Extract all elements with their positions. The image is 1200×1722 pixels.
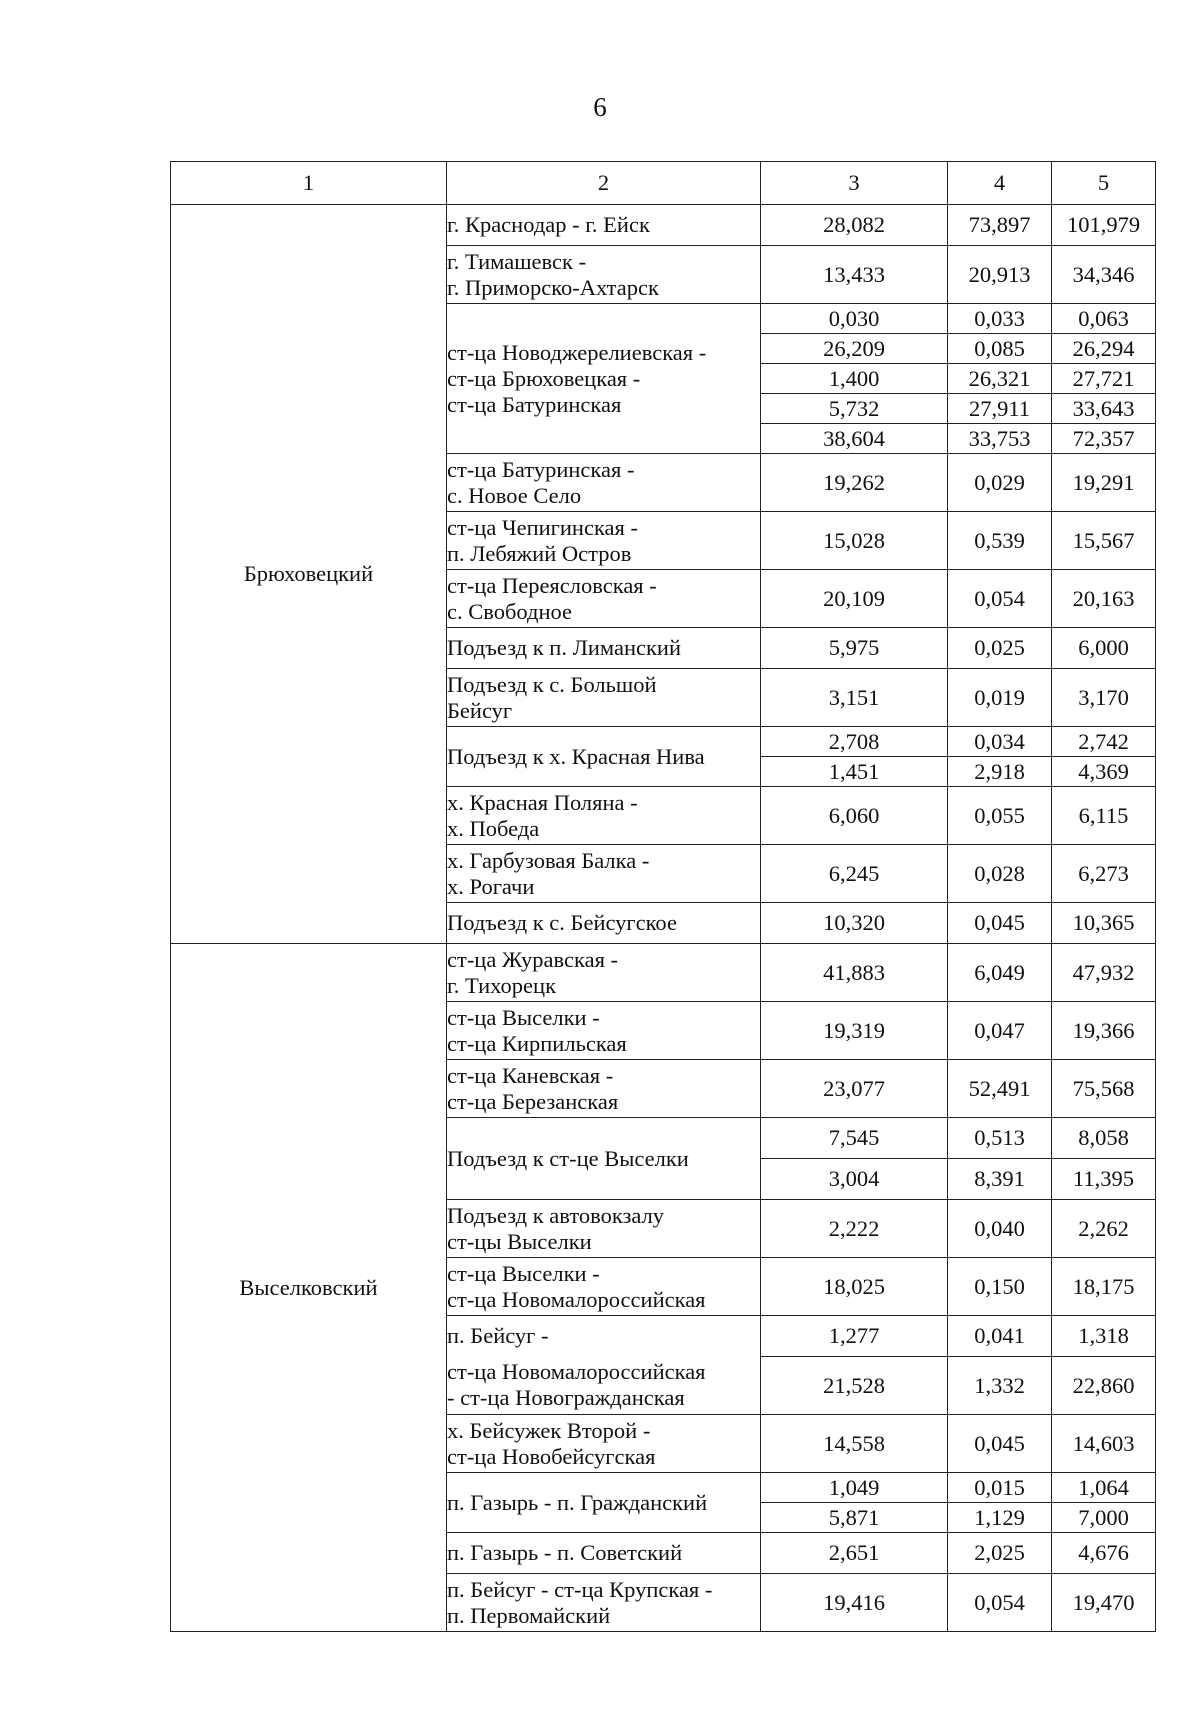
value-col-5: 8,058 bbox=[1052, 1118, 1156, 1159]
value-col-3: 28,082 bbox=[761, 205, 948, 246]
road-name-line: ст-ца Переясловская - bbox=[447, 572, 657, 598]
value-col-3: 15,028 bbox=[761, 512, 948, 570]
value-col-5: 75,568 bbox=[1052, 1060, 1156, 1118]
value-col-5: 19,366 bbox=[1052, 1002, 1156, 1060]
value-col-5: 0,063 bbox=[1052, 304, 1156, 334]
column-header-2: 2 bbox=[447, 162, 761, 205]
value-col-3: 6,060 bbox=[761, 787, 948, 845]
value-col-5: 1,318 bbox=[1052, 1316, 1156, 1357]
column-header-3: 3 bbox=[761, 162, 948, 205]
value-col-3: 19,416 bbox=[761, 1574, 948, 1632]
road-name-line: ст-ца Новомалороссийская bbox=[447, 1359, 706, 1385]
road-name-line: п. Газырь - п. Советский bbox=[447, 1540, 683, 1565]
value-col-3: 2,651 bbox=[761, 1533, 948, 1574]
road-name-line: с. Новое Село bbox=[447, 482, 582, 508]
table-header bbox=[171, 162, 1156, 205]
road-name bbox=[447, 1574, 761, 1632]
value-col-5: 19,470 bbox=[1052, 1574, 1156, 1632]
value-col-4: 0,028 bbox=[948, 845, 1052, 903]
value-col-5: 7,000 bbox=[1052, 1503, 1156, 1533]
road-name-line: ст-цы Выселки bbox=[447, 1228, 592, 1254]
value-col-4: 0,085 bbox=[948, 334, 1052, 364]
road-name bbox=[447, 1200, 761, 1258]
road-name-line: п. Лебяжий Остров bbox=[447, 540, 632, 566]
road-name-line: х. Победа bbox=[447, 815, 540, 841]
road-name bbox=[447, 628, 761, 669]
value-col-5: 11,395 bbox=[1052, 1159, 1156, 1200]
value-col-4: 0,513 bbox=[948, 1118, 1052, 1159]
road-name bbox=[447, 512, 761, 570]
road-name-line: ст-ца Выселки - bbox=[447, 1260, 600, 1286]
road-name bbox=[447, 903, 761, 944]
value-col-4: 0,015 bbox=[948, 1473, 1052, 1503]
value-col-3: 3,004 bbox=[761, 1159, 948, 1200]
value-col-4: 1,332 bbox=[948, 1357, 1052, 1415]
value-col-4: 0,025 bbox=[948, 628, 1052, 669]
value-col-5: 27,721 bbox=[1052, 364, 1156, 394]
value-col-3: 19,262 bbox=[761, 454, 948, 512]
road-name-line: п. Газырь - п. Гражданский bbox=[447, 1489, 708, 1515]
road-name bbox=[447, 845, 761, 903]
road-name-line: ст-ца Новомалороссийская bbox=[447, 1286, 706, 1312]
value-col-5: 14,603 bbox=[1052, 1415, 1156, 1473]
value-col-4: 0,054 bbox=[948, 570, 1052, 628]
road-name-line: ст-ца Чепигинская - bbox=[447, 514, 638, 540]
value-col-5: 26,294 bbox=[1052, 334, 1156, 364]
road-name-line: г. Краснодар - г. Ейск bbox=[447, 212, 650, 237]
road-name bbox=[447, 246, 761, 304]
value-col-3: 26,209 bbox=[761, 334, 948, 364]
value-col-5: 20,163 bbox=[1052, 570, 1156, 628]
road-name-line: х. Рогачи bbox=[447, 873, 535, 899]
value-col-5: 6,000 bbox=[1052, 628, 1156, 669]
value-col-5: 2,742 bbox=[1052, 727, 1156, 757]
road-name-line: х. Бейсужек Второй - bbox=[447, 1417, 651, 1443]
value-col-4: 0,539 bbox=[948, 512, 1052, 570]
value-col-4: 0,019 bbox=[948, 669, 1052, 727]
value-col-5: 22,860 bbox=[1052, 1357, 1156, 1415]
road-name bbox=[447, 1415, 761, 1473]
road-name bbox=[447, 1002, 761, 1060]
road-name-line: ст-ца Батуринская bbox=[447, 391, 622, 417]
road-name-line: ст-ца Новоджерелиевская - bbox=[447, 339, 707, 365]
road-name-line: ст-ца Выселки - bbox=[447, 1004, 600, 1030]
road-name bbox=[447, 1316, 761, 1357]
road-name-line: Подъезд к с. Большой bbox=[447, 671, 657, 697]
road-name-line: ст-ца Березанская bbox=[447, 1088, 619, 1114]
road-name-line: ст-ца Батуринская - bbox=[447, 456, 635, 482]
road-name-line: Подъезд к автовокзалу bbox=[447, 1202, 665, 1228]
value-col-4: 6,049 bbox=[948, 944, 1052, 1002]
value-col-3: 2,222 bbox=[761, 1200, 948, 1258]
road-name-line: х. Гарбузовая Балка - bbox=[447, 847, 650, 873]
column-header-1: 1 bbox=[171, 162, 447, 205]
value-col-3: 0,030 bbox=[761, 304, 948, 334]
value-col-3: 1,451 bbox=[761, 757, 948, 787]
value-col-4: 2,025 bbox=[948, 1533, 1052, 1574]
value-col-4: 0,150 bbox=[948, 1258, 1052, 1316]
value-col-3: 38,604 bbox=[761, 424, 948, 454]
value-col-3: 23,077 bbox=[761, 1060, 948, 1118]
value-col-3: 1,277 bbox=[761, 1316, 948, 1357]
column-header-4: 4 bbox=[948, 162, 1052, 205]
value-col-4: 33,753 bbox=[948, 424, 1052, 454]
value-col-3: 1,400 bbox=[761, 364, 948, 394]
value-col-4: 1,129 bbox=[948, 1503, 1052, 1533]
road-name bbox=[447, 1533, 761, 1574]
value-col-4: 0,034 bbox=[948, 727, 1052, 757]
value-col-5: 47,932 bbox=[1052, 944, 1156, 1002]
road-name-line: Подъезд к х. Красная Нива bbox=[447, 743, 705, 769]
road-name bbox=[447, 304, 761, 454]
table-row bbox=[171, 205, 1156, 246]
value-col-4: 0,033 bbox=[948, 304, 1052, 334]
road-name-line: ст-ца Новобейсугская bbox=[447, 1443, 656, 1469]
value-col-3: 21,528 bbox=[761, 1357, 948, 1415]
value-col-4: 26,321 bbox=[948, 364, 1052, 394]
value-col-3: 7,545 bbox=[761, 1118, 948, 1159]
value-col-4: 0,029 bbox=[948, 454, 1052, 512]
road-name-line: - ст-ца Новогражданская bbox=[447, 1385, 685, 1411]
value-col-5: 15,567 bbox=[1052, 512, 1156, 570]
value-col-3: 5,975 bbox=[761, 628, 948, 669]
road-name bbox=[447, 1473, 761, 1533]
road-name bbox=[447, 669, 761, 727]
value-col-3: 5,871 bbox=[761, 1503, 948, 1533]
value-col-5: 6,273 bbox=[1052, 845, 1156, 903]
value-col-4: 20,913 bbox=[948, 246, 1052, 304]
value-col-5: 3,170 bbox=[1052, 669, 1156, 727]
road-name-line: ст-ца Журавская - bbox=[447, 946, 619, 972]
value-col-5: 4,676 bbox=[1052, 1533, 1156, 1574]
value-col-3: 19,319 bbox=[761, 1002, 948, 1060]
value-col-4: 73,897 bbox=[948, 205, 1052, 246]
value-col-3: 2,708 bbox=[761, 727, 948, 757]
value-col-5: 19,291 bbox=[1052, 454, 1156, 512]
value-col-3: 1,049 bbox=[761, 1473, 948, 1503]
table-body bbox=[171, 205, 1156, 1632]
value-col-5: 101,979 bbox=[1052, 205, 1156, 246]
road-name-line: Подъезд к с. Бейсугское bbox=[447, 910, 677, 935]
road-name bbox=[447, 454, 761, 512]
road-name-line: ст-ца Каневская - bbox=[447, 1062, 614, 1088]
road-name bbox=[447, 1060, 761, 1118]
value-col-3: 10,320 bbox=[761, 903, 948, 944]
value-col-5: 10,365 bbox=[1052, 903, 1156, 944]
roads-table bbox=[170, 161, 1156, 1632]
road-name-line: п. Бейсуг - ст-ца Крупская - bbox=[447, 1576, 713, 1602]
value-col-4: 0,045 bbox=[948, 903, 1052, 944]
road-name-line: Подъезд к п. Лиманский bbox=[447, 635, 682, 660]
value-col-3: 5,732 bbox=[761, 394, 948, 424]
value-col-4: 0,040 bbox=[948, 1200, 1052, 1258]
value-col-5: 1,064 bbox=[1052, 1473, 1156, 1503]
table-row bbox=[171, 944, 1156, 1002]
value-col-3: 13,433 bbox=[761, 246, 948, 304]
road-name bbox=[447, 944, 761, 1002]
road-name-line: ст-ца Брюховецкая - bbox=[447, 365, 641, 391]
page-number: 6 bbox=[593, 92, 607, 122]
value-col-4: 0,054 bbox=[948, 1574, 1052, 1632]
road-name-line: ст-ца Кирпильская bbox=[447, 1030, 627, 1056]
road-name-line: г. Тихорецк bbox=[447, 972, 557, 998]
value-col-4: 52,491 bbox=[948, 1060, 1052, 1118]
road-name-line: г. Тимашевск - bbox=[447, 248, 587, 274]
value-col-4: 0,045 bbox=[948, 1415, 1052, 1473]
road-name-line: х. Красная Поляна - bbox=[447, 789, 638, 815]
road-name-line: п. Бейсуг - bbox=[447, 1323, 549, 1349]
value-col-4: 0,047 bbox=[948, 1002, 1052, 1060]
value-col-3: 20,109 bbox=[761, 570, 948, 628]
value-col-4: 0,041 bbox=[948, 1316, 1052, 1357]
district-name: Брюховецкий bbox=[171, 205, 447, 944]
value-col-5: 34,346 bbox=[1052, 246, 1156, 304]
value-col-5: 18,175 bbox=[1052, 1258, 1156, 1316]
value-col-4: 2,918 bbox=[948, 757, 1052, 787]
road-name bbox=[447, 1258, 761, 1316]
road-name-line: Подъезд к ст-це Выселки bbox=[447, 1145, 689, 1171]
road-name-line: п. Первомайский bbox=[447, 1602, 611, 1628]
value-col-3: 41,883 bbox=[761, 944, 948, 1002]
road-name bbox=[447, 1357, 761, 1415]
road-name bbox=[447, 205, 761, 246]
value-col-3: 3,151 bbox=[761, 669, 948, 727]
value-col-3: 14,558 bbox=[761, 1415, 948, 1473]
road-name-line: г. Приморско-Ахтарск bbox=[447, 274, 659, 300]
road-name bbox=[447, 787, 761, 845]
value-col-5: 2,262 bbox=[1052, 1200, 1156, 1258]
road-name bbox=[447, 1118, 761, 1200]
road-name bbox=[447, 727, 761, 787]
value-col-3: 18,025 bbox=[761, 1258, 948, 1316]
column-header-5: 5 bbox=[1052, 162, 1156, 205]
value-col-5: 33,643 bbox=[1052, 394, 1156, 424]
road-name-line: с. Свободное bbox=[447, 598, 573, 624]
value-col-4: 27,911 bbox=[948, 394, 1052, 424]
value-col-5: 72,357 bbox=[1052, 424, 1156, 454]
road-name bbox=[447, 570, 761, 628]
value-col-5: 6,115 bbox=[1052, 787, 1156, 845]
value-col-3: 6,245 bbox=[761, 845, 948, 903]
value-col-5: 4,369 bbox=[1052, 757, 1156, 787]
value-col-4: 0,055 bbox=[948, 787, 1052, 845]
district-name: Выселковский bbox=[171, 944, 447, 1632]
road-name-line: Бейсуг bbox=[447, 697, 513, 723]
value-col-4: 8,391 bbox=[948, 1159, 1052, 1200]
